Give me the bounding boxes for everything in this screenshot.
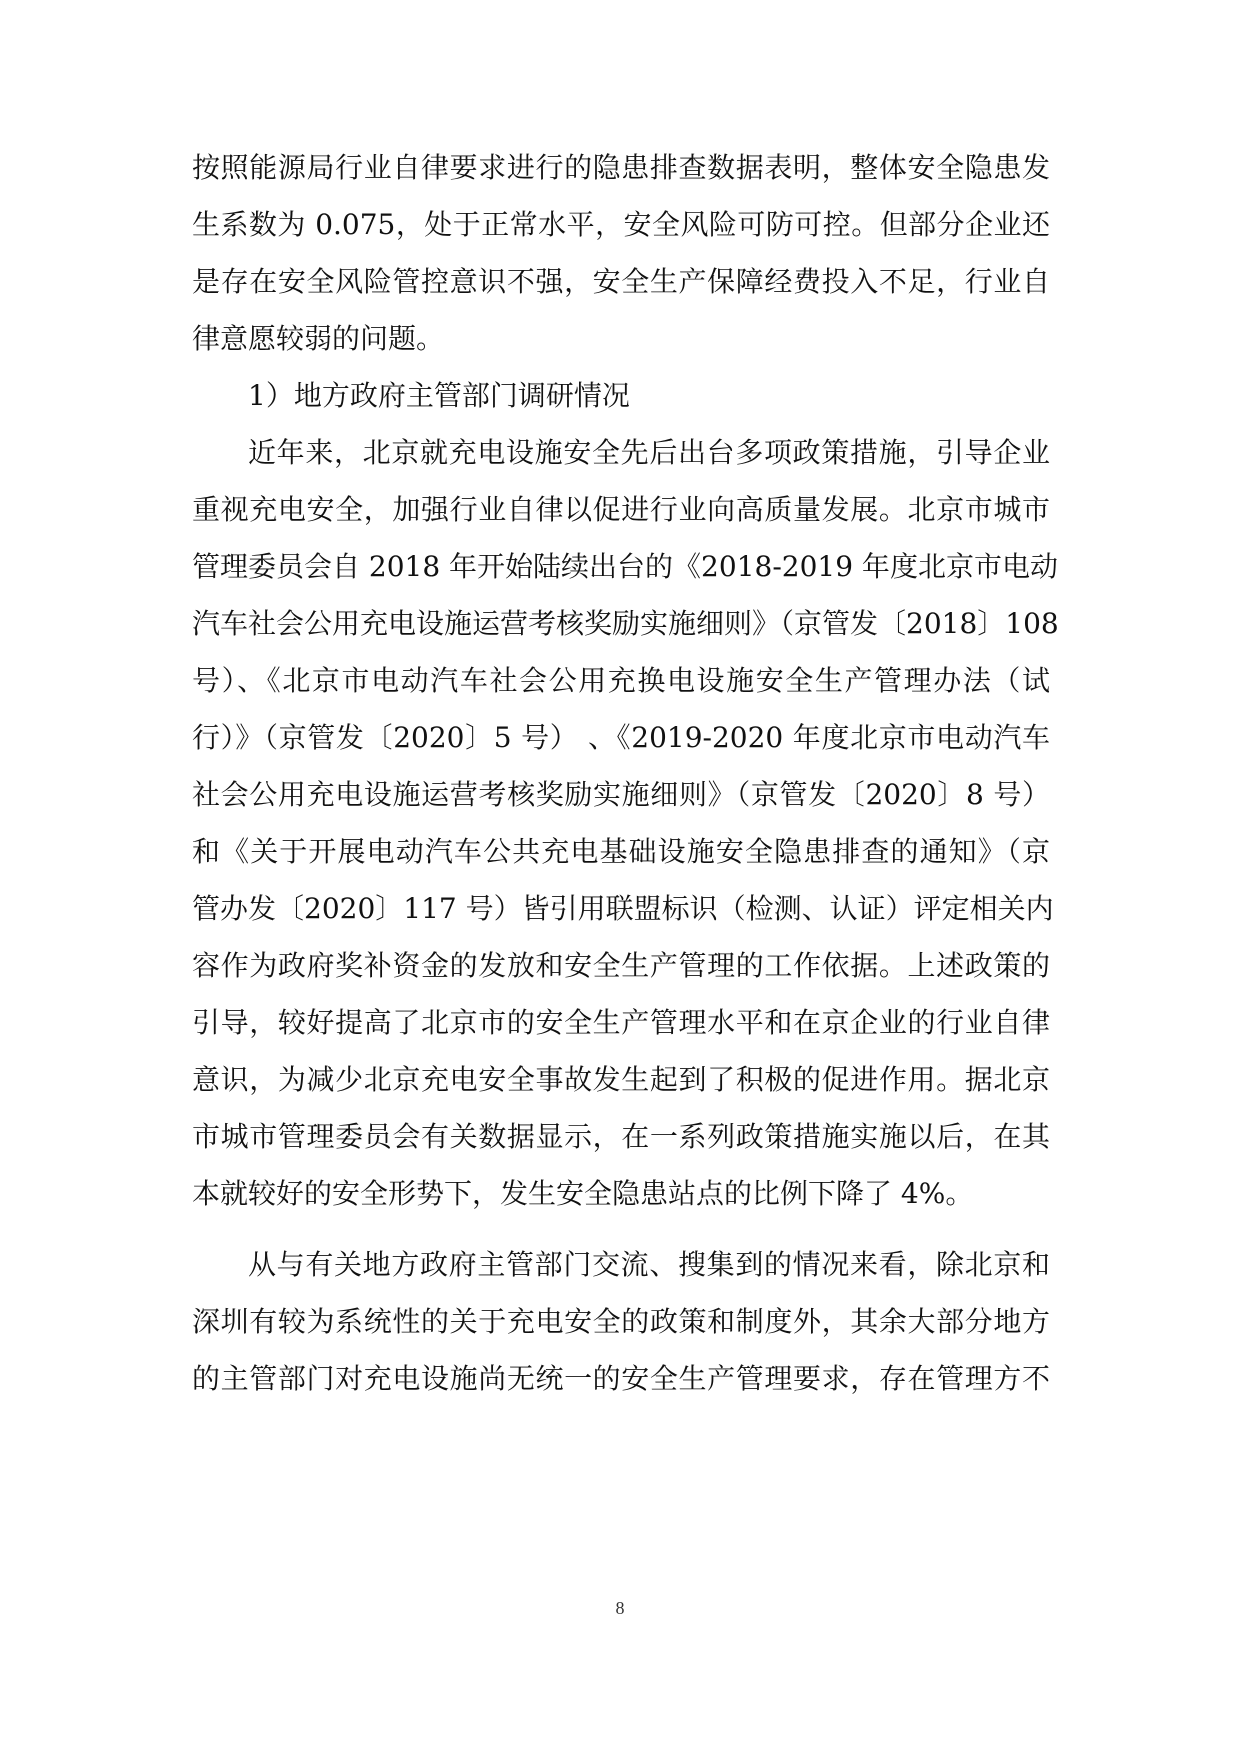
paragraph-3-line-10: 容作为政府奖补资金的发放和安全生产管理的工作依据。上述政策的 [192, 949, 1050, 982]
paragraph-3-line-5: 号）、《北京市电动汽车社会公用充换电设施安全生产管理办法（试 [192, 664, 1050, 697]
paragraph-4-line-2: 深圳有较为系统性的关于充电安全的政策和制度外，其余大部分地方 [192, 1305, 1050, 1338]
paragraph-3-line-1: 近年来，北京就充电设施安全先后出台多项政策措施，引导企业 [248, 436, 1050, 469]
paragraph-3-line-9: 管办发〔2020〕117 号）皆引用联盟标识（检测、认证）评定相关内 [192, 892, 1054, 925]
paragraph-3-line-4: 汽车社会公用充电设施运营考核奖励实施细则》（京管发〔2018〕108 [192, 607, 1059, 640]
paragraph-3-line-6: 行）》（京管发〔2020〕5 号） 、《2019-2020 年度北京市电动汽车 [192, 721, 1050, 754]
paragraph-3-line-7: 社会公用充电设施运营考核奖励实施细则》（京管发〔2020〕8 号） [192, 778, 1050, 811]
paragraph-3-line-2: 重视充电安全，加强行业自律以促进行业向高质量发展。北京市城市 [192, 493, 1050, 526]
paragraph-1-line-1: 按照能源局行业自律要求进行的隐患排查数据表明，整体安全隐患发 [192, 151, 1050, 184]
paragraph-3-line-11: 引导，较好提高了北京市的安全生产管理水平和在京企业的行业自律 [192, 1006, 1050, 1039]
paragraph-1-line-2: 生系数为 0.075，处于正常水平，安全风险可防可控。但部分企业还 [192, 208, 1050, 241]
paragraph-3-line-14: 本就较好的安全形势下，发生安全隐患站点的比例下降了 4%。 [192, 1177, 974, 1210]
section-heading: 1）地方政府主管部门调研情况 [248, 379, 630, 412]
paragraph-1-line-4: 律意愿较弱的问题。 [192, 322, 445, 355]
paragraph-3-line-13: 市城市管理委员会有关数据显示，在一系列政策措施实施以后，在其 [192, 1120, 1050, 1153]
paragraph-4-line-1: 从与有关地方政府主管部门交流、搜集到的情况来看，除北京和 [248, 1248, 1050, 1281]
paragraph-4-line-3: 的主管部门对充电设施尚无统一的安全生产管理要求，存在管理方不 [192, 1362, 1050, 1395]
paragraph-1-line-3: 是存在安全风险管控意识不强，安全生产保障经费投入不足，行业自 [192, 265, 1050, 298]
paragraph-3-line-3: 管理委员会自 2018 年开始陆续出台的《2018-2019 年度北京市电动 [192, 550, 1058, 583]
paragraph-3-line-8: 和《关于开展电动汽车公共充电基础设施安全隐患排查的通知》（京 [192, 835, 1050, 868]
page-number: 8 [615, 1598, 625, 1618]
paragraph-3-line-12: 意识，为减少北京充电安全事故发生起到了积极的促进作用。据北京 [192, 1063, 1050, 1096]
